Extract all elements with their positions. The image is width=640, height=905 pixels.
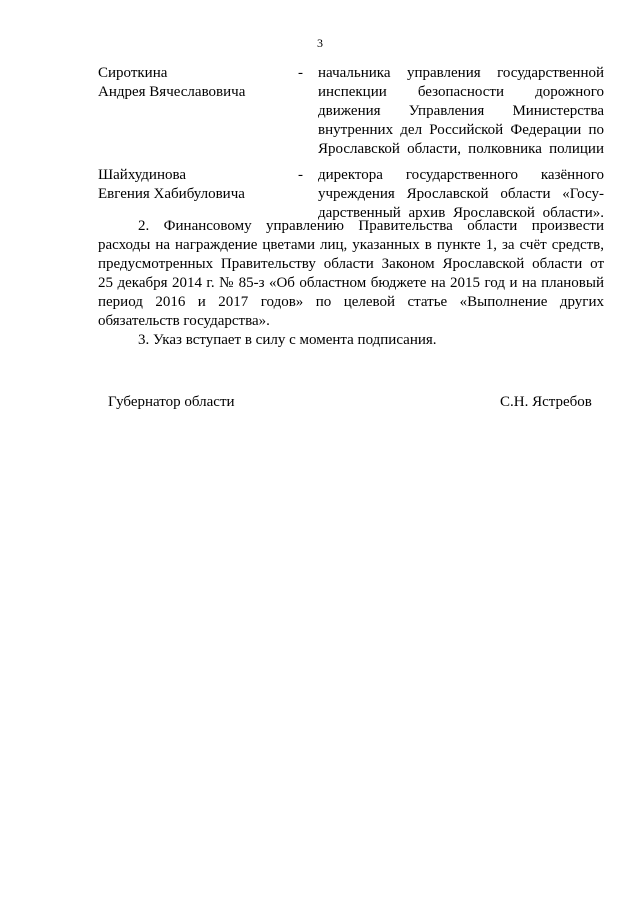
separator-dash: -	[298, 65, 303, 81]
position-line: движения Управления Министерства	[318, 103, 604, 119]
paragraph-line: 2. Финансовому управлению Правительства области произвести	[138, 218, 604, 234]
position-line: дарственный архив Ярославской области».	[318, 205, 604, 221]
paragraph-line: 25 декабря 2014 г. № 85-з «Об областном бюджете на 2015 год и на плановый	[98, 275, 604, 291]
paragraph-line: расходы на награждение цветами лиц, указанных в пункте 1, за счёт средств,	[98, 237, 604, 253]
person-given-name: Андрея Вячеславовича	[98, 84, 246, 100]
position-line: учреждения Ярославской области «Госу-	[318, 186, 604, 202]
paragraph-3: 3. Указ вступает в силу с момента подписания.	[138, 332, 437, 348]
person-name	[98, 166, 288, 204]
person-given-name: Евгения Хабибуловича	[98, 186, 245, 202]
paragraph-line: период 2016 и 2017 годов» по целевой статье «Выполнение других	[98, 294, 604, 310]
position-line: начальника управления государственной	[318, 65, 604, 81]
paragraph-line: обязательств государства».	[98, 313, 270, 329]
paragraph-2	[98, 217, 604, 331]
separator-dash: -	[298, 167, 303, 183]
person-position	[318, 64, 604, 159]
person-name	[98, 64, 288, 102]
page-number: 3	[317, 36, 323, 50]
paragraph-line: предусмотренных Правительству области Законом Ярославской области от	[98, 256, 604, 272]
person-surname: Шайхудинова	[98, 167, 187, 183]
signatory-name: С.Н. Ястребов	[500, 394, 592, 410]
person-surname: Сироткина	[98, 65, 168, 81]
signatory-position: Губернатор области	[108, 394, 235, 410]
person-position	[318, 166, 604, 223]
position-line: внутренних дел Российской Федерации по	[318, 122, 604, 138]
position-line: Ярославской области, полковника полиции	[318, 141, 604, 157]
position-line: инспекции безопасности дорожного	[318, 84, 604, 100]
position-line: директора государственного казённого	[318, 167, 604, 183]
